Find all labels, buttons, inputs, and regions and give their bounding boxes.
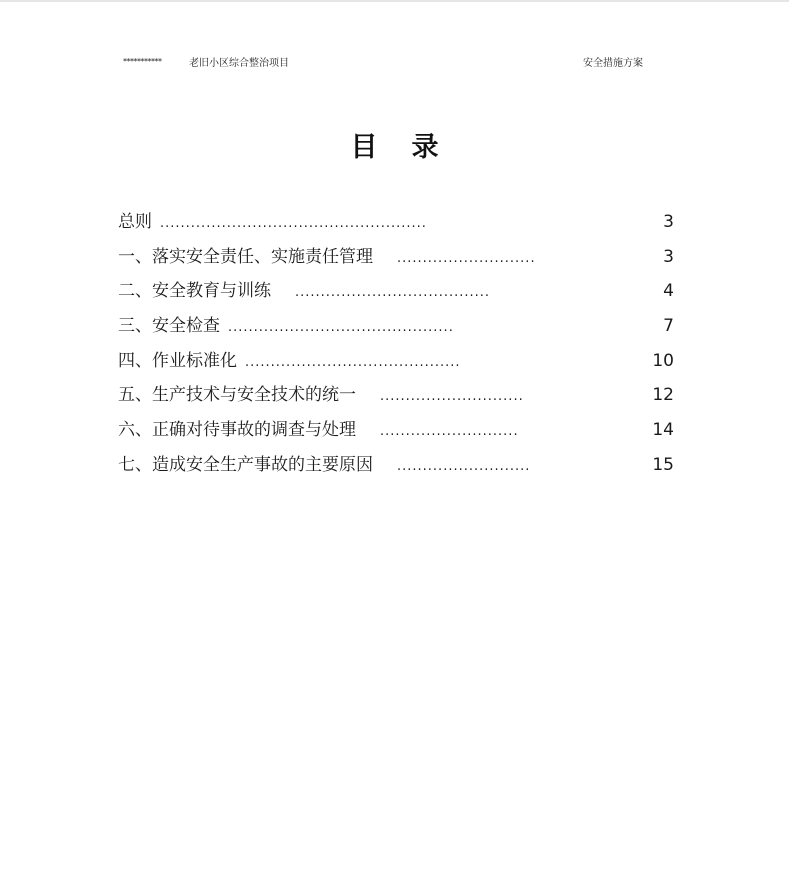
toc-entry-label: 七、造成安全生产事故的主要原因 (118, 454, 373, 475)
toc-entry-page: 3 (663, 212, 674, 232)
toc-entry-technology[interactable] (118, 383, 674, 418)
toc-entry-label: 三、安全检查 (118, 316, 220, 337)
toc-entry-label: 一、落实安全责任、实施责任管理 (118, 246, 373, 267)
header-document-type: 安全措施方案 (583, 58, 643, 69)
toc-entry-page: 14 (652, 420, 674, 441)
toc-dot-leader: ............................................ (228, 320, 454, 336)
toc-entry-label: 总则 (118, 212, 152, 232)
toc-entry-page: 7 (663, 316, 674, 337)
toc-entry-page: 3 (663, 246, 674, 267)
toc-dot-leader: ............................ (380, 389, 524, 405)
toc-entry-page: 4 (663, 281, 674, 302)
header-project-name: 老旧小区综合整治项目 (189, 58, 289, 69)
table-of-contents (118, 210, 674, 488)
toc-dot-leader: .................................................... (160, 216, 427, 231)
page-header (123, 57, 643, 71)
toc-entry-label: 二、安全教育与训练 (118, 281, 271, 302)
toc-dot-leader: ........................... (380, 424, 519, 440)
toc-entry-training[interactable] (118, 279, 674, 314)
toc-entry-standardization[interactable] (118, 349, 674, 384)
toc-entry-label: 六、正确对待事故的调查与处理 (118, 420, 356, 441)
toc-dot-leader: ...................................... (295, 285, 491, 301)
header-stars: *********** (123, 57, 162, 66)
toc-entry-page: 12 (652, 385, 674, 406)
toc-entry-inspection[interactable] (118, 314, 674, 349)
toc-entry-page: 15 (652, 454, 674, 475)
page-top-edge (0, 0, 789, 2)
toc-dot-leader: ........................... (397, 250, 536, 266)
toc-entry-label: 四、作业标准化 (118, 350, 237, 371)
toc-dot-leader: .......................................... (245, 354, 461, 370)
toc-entry-investigation[interactable] (118, 418, 674, 453)
toc-entry-general[interactable] (118, 210, 674, 245)
toc-entry-label: 五、生产技术与安全技术的统一 (118, 385, 356, 406)
toc-title: 目录 (350, 132, 473, 163)
toc-dot-leader: .......................... (397, 458, 531, 474)
toc-entry-responsibility[interactable] (118, 245, 674, 280)
toc-entry-page: 10 (652, 350, 674, 371)
toc-entry-accident-causes[interactable] (118, 453, 674, 488)
